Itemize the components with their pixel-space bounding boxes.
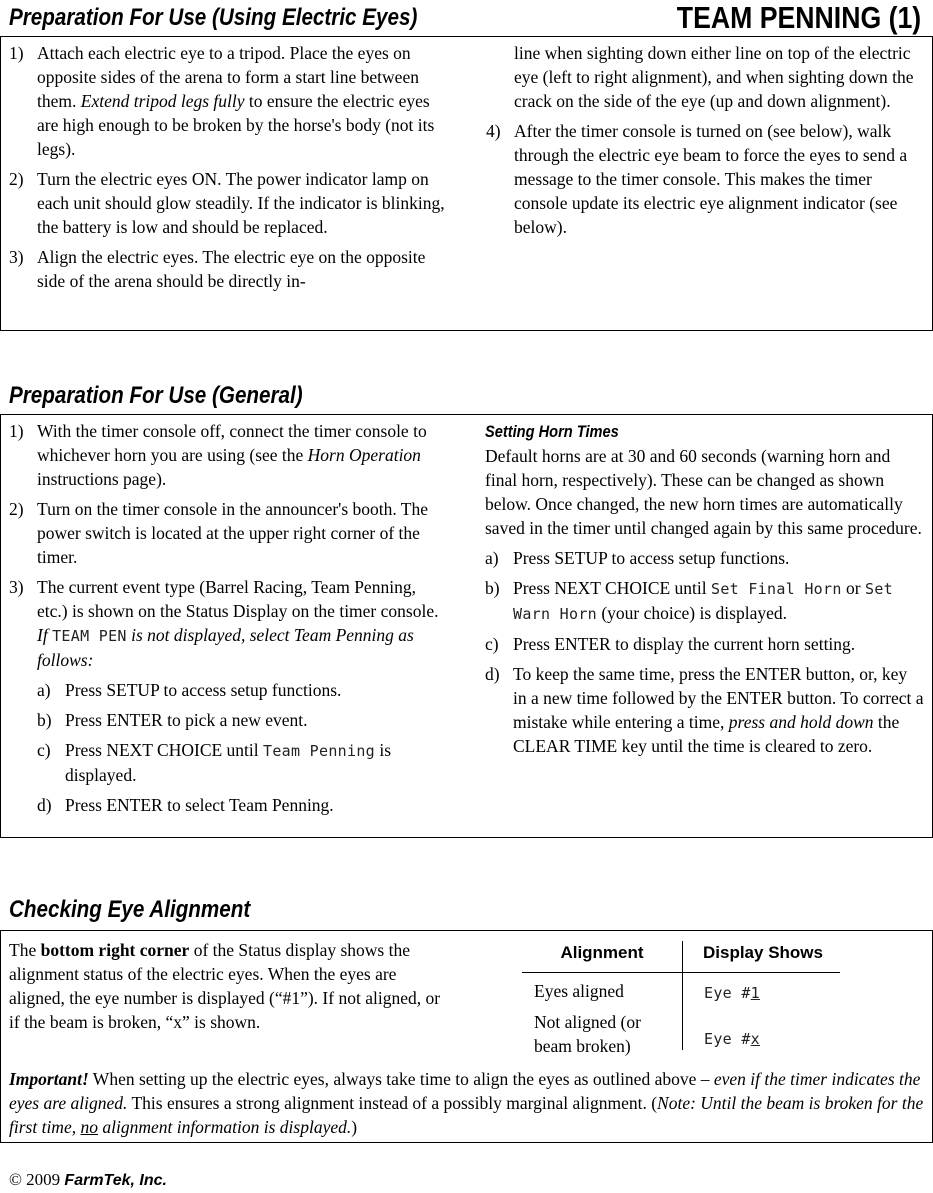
horn-times-heading: Setting Horn Times — [485, 422, 619, 441]
lcd-text: TEAM PEN — [52, 627, 127, 645]
alignment-intro: The bottom right corner of the Status display shows the alignment status of the electric eyes. When the eyes are aligned, the eye number is displayed (“#1”). If not aligned, or if the beam is broken, “x” is shown. — [9, 940, 441, 1032]
general-box — [0, 414, 933, 838]
lcd-text: Set Warn Horn — [513, 580, 893, 623]
list-item: 1) With the timer console off, connect the timer console to whichever horn you are using (see the Horn Operation instructions page). — [9, 421, 427, 489]
alignment-table — [522, 939, 840, 1056]
sub-list-item: c) Press ENTER to display the current horn setting. — [485, 634, 856, 654]
lcd-text: Team Penning — [263, 742, 375, 760]
sub-list-item: b) Press ENTER to pick a new event. — [37, 710, 308, 730]
important-note: Important! When setting up the electric eyes, always take time to align the eyes as outlined above – even if the timer indicates the eyes are aligned. This ensures a strong alignment instead of a possibly marginal alignment. (Note: Until the beam is broken for the first time, no alignment information is displayed.) — [9, 1069, 924, 1137]
list-item-continued: line when sighting down either line on top of the electric eye (left to right alignment), and when sighting down the crack on the side of the eye (up and down alignment). — [514, 43, 914, 111]
electric-eyes-right-column — [486, 41, 926, 245]
table-row-value: Eye #x — [704, 1030, 760, 1048]
list-item: 1) Attach each electric eye to a tripod. Place the eyes on opposite sides of the arena to form a start line between them. Extend tripod legs fully to ensure the electric eyes are high enough to be broken by the horse's body (not its legs). — [9, 43, 435, 159]
list-item: 3) Align the electric eyes. The electric eye on the opposite side of the arena should be directly in- — [9, 247, 426, 291]
list-item: 2) Turn the electric eyes ON. The power indicator lamp on each unit should glow steadily. If the indicator is blinking, the battery is low and should be replaced. — [9, 169, 445, 237]
alignment-box — [0, 930, 933, 1143]
sub-list-item: d) To keep the same time, press the ENTER button, or, key in a new time followed by the ENTER button. To correct a mistake while entering a time, press and hold down the CLEAR TIME key until the time is cleared to zero. — [485, 664, 924, 756]
brand-name: FarmTek, Inc. — [64, 1172, 167, 1189]
sub-list-item: b) Press NEXT CHOICE until Set Final Horn or Set Warn Horn (your choice) is displayed. — [485, 578, 893, 623]
section-title-general: Preparation For Use (General) — [9, 382, 303, 409]
table-column-divider — [682, 941, 683, 1050]
section-title-alignment: Checking Eye Alignment — [9, 896, 251, 923]
page-title: TEAM PENNING (1) — [676, 0, 921, 35]
horn-times-intro: Default horns are at 30 and 60 seconds (warning horn and final horn, respectively). These can be changed as shown below. Once changed, the new horn times are automatically saved in the timer until changed again by this same procedure. — [485, 446, 922, 538]
electric-eyes-box — [0, 36, 933, 331]
table-header-alignment: Alignment — [560, 943, 644, 962]
lcd-text: Set Final Horn — [711, 580, 842, 598]
table-header-display: Display Shows — [703, 943, 823, 962]
section-title-electric-eyes: Preparation For Use (Using Electric Eyes) — [9, 4, 418, 31]
copyright: © 2009 FarmTek, Inc. — [9, 1170, 167, 1189]
general-left-column — [9, 419, 449, 823]
list-item: 3) The current event type (Barrel Racing, Team Penning, etc.) is shown on the Status Display on the timer console. If TEAM PEN is not displayed, select Team Penning as follows: a) Press SETUP to access setup functions. b) Press ENTER to pick a new event. c) Press NEXT CHOICE until Team Penning is displayed. d) Press ENTER to select Team Penning. — [9, 575, 449, 817]
list-item: 4) After the timer console is turned on (see below), walk through the electric eye beam to force the eyes to send a message to the timer console. This makes the timer console update its electric eye alignment indicator (see below). — [486, 121, 908, 237]
horn-times-column — [485, 419, 925, 764]
sub-list-item: a) Press SETUP to access setup functions. — [37, 680, 342, 700]
table-row-value: Eye #1 — [704, 984, 760, 1002]
sub-list-item: d) Press ENTER to select Team Penning. — [37, 795, 334, 815]
table-divider — [522, 972, 840, 973]
sub-list-item: a) Press SETUP to access setup functions. — [485, 548, 790, 568]
table-row-label: Not aligned (or beam broken) — [534, 1012, 641, 1056]
sub-list-item: c) Press NEXT CHOICE until Team Penning is displayed. — [37, 740, 392, 785]
list-item: 2) Turn on the timer console in the announcer's booth. The power switch is located at the upper right corner of the timer. — [9, 499, 429, 567]
table-row-label: Eyes aligned — [534, 981, 624, 1001]
electric-eyes-left-column — [9, 41, 449, 299]
